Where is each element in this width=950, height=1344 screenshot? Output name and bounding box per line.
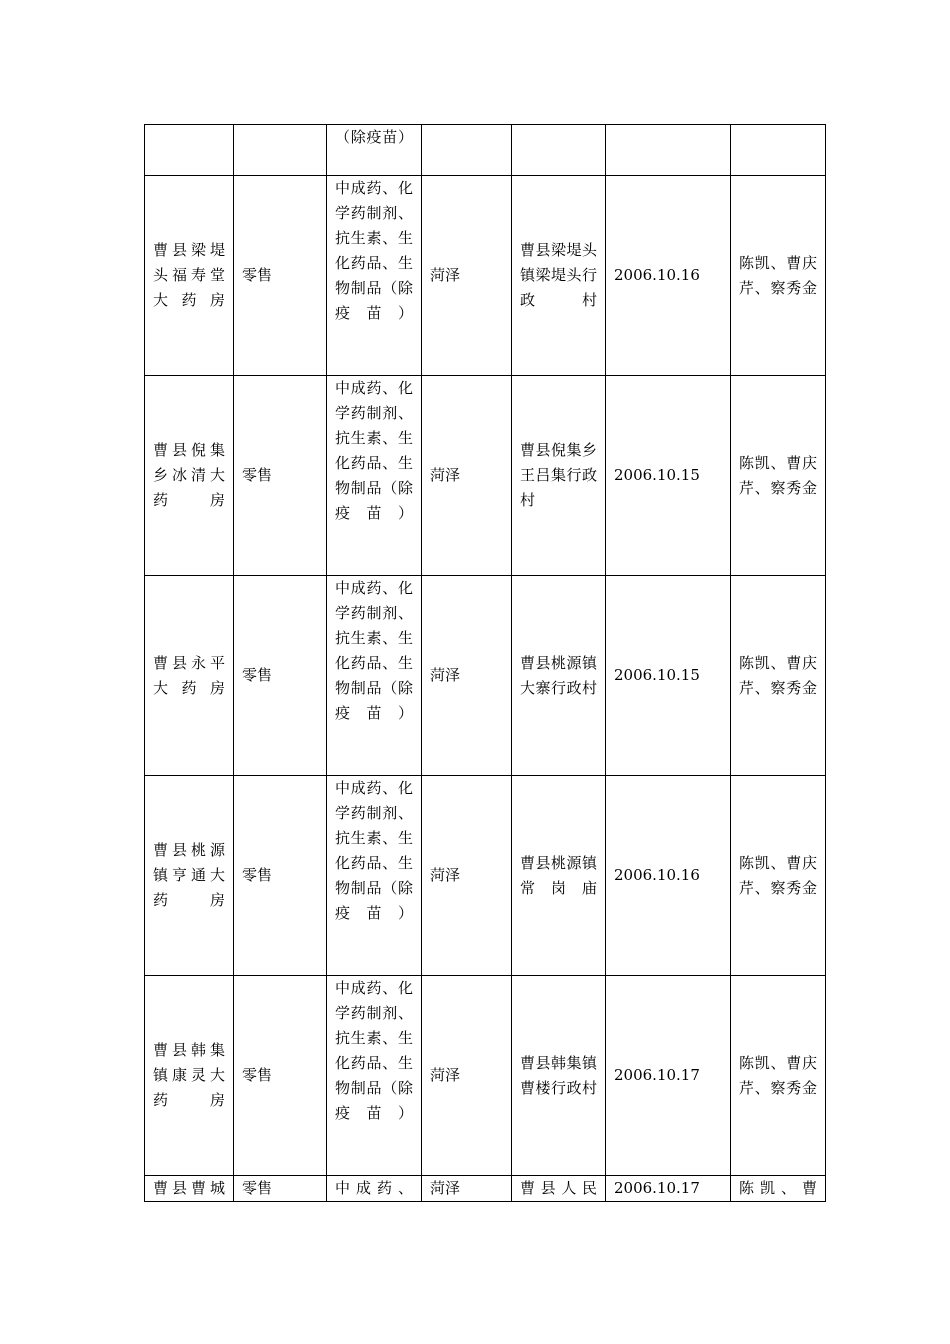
- cell-date: 2006.10.16: [606, 776, 731, 976]
- table-row: [145, 776, 826, 976]
- table-row-cut: [145, 1176, 826, 1202]
- table-row-continued: [145, 125, 826, 176]
- pharmacy-records-table: [144, 124, 826, 1202]
- cell-date: 2006.10.15: [606, 576, 731, 776]
- cell-scope: 中成药、: [327, 1176, 422, 1202]
- cell-inspectors: [731, 125, 826, 176]
- cell-type: 零售: [234, 1176, 327, 1202]
- cell-inspectors: 陈凯、曹庆芹、察秀金: [731, 576, 826, 776]
- cell-address: 曹县人民: [512, 1176, 606, 1202]
- cell-address: 曹县梁堤头镇梁堤头行政村: [512, 176, 606, 376]
- cell-name: 曹县桃源镇亨通大药房: [145, 776, 234, 976]
- cell-name: 曹县梁堤头福寿堂大药房: [145, 176, 234, 376]
- cell-address: 曹县桃源镇常岗庙: [512, 776, 606, 976]
- cell-type: 零售: [234, 976, 327, 1176]
- cell-type: 零售: [234, 576, 327, 776]
- cell-scope: 中成药、化学药制剂、抗生素、生化药品、生物制品（除疫苗）: [327, 776, 422, 976]
- table-row: [145, 576, 826, 776]
- cell-address: 曹县韩集镇曹楼行政村: [512, 976, 606, 1176]
- table-row: [145, 976, 826, 1176]
- cell-date: 2006.10.17: [606, 976, 731, 1176]
- cell-inspectors: 陈凯、曹庆芹、察秀金: [731, 776, 826, 976]
- cell-date: 2006.10.17: [606, 1176, 731, 1202]
- cell-name: 曹县韩集镇康灵大药房: [145, 976, 234, 1176]
- cell-type: 零售: [234, 776, 327, 976]
- table-row: [145, 176, 826, 376]
- cell-scope: 中成药、化学药制剂、抗生素、生化药品、生物制品（除疫苗）: [327, 176, 422, 376]
- cell-region: 菏泽: [422, 376, 512, 576]
- cell-scope: 中成药、化学药制剂、抗生素、生化药品、生物制品（除疫苗）: [327, 376, 422, 576]
- cell-region: [422, 125, 512, 176]
- cell-region: 菏泽: [422, 176, 512, 376]
- cell-date: 2006.10.16: [606, 176, 731, 376]
- table-row: [145, 376, 826, 576]
- cell-name: 曹县倪集乡冰清大药房: [145, 376, 234, 576]
- cell-region: 菏泽: [422, 776, 512, 976]
- cell-address: [512, 125, 606, 176]
- cell-type: 零售: [234, 376, 327, 576]
- cell-type: [234, 125, 327, 176]
- cell-date: 2006.10.15: [606, 376, 731, 576]
- cell-address: 曹县桃源镇大寨行政村: [512, 576, 606, 776]
- cell-address: 曹县倪集乡王吕集行政村: [512, 376, 606, 576]
- cell-region: 菏泽: [422, 976, 512, 1176]
- cell-date: [606, 125, 731, 176]
- cell-type: 零售: [234, 176, 327, 376]
- cell-inspectors: 陈凯、曹庆芹、察秀金: [731, 376, 826, 576]
- cell-inspectors: 陈凯、曹: [731, 1176, 826, 1202]
- cell-inspectors: 陈凯、曹庆芹、察秀金: [731, 976, 826, 1176]
- cell-name: [145, 125, 234, 176]
- cell-name: 曹县曹城: [145, 1176, 234, 1202]
- cell-scope: 中成药、化学药制剂、抗生素、生化药品、生物制品（除疫苗）: [327, 576, 422, 776]
- cell-scope: （除疫苗）: [327, 125, 422, 176]
- cell-name: 曹县永平大药房: [145, 576, 234, 776]
- cell-region: 菏泽: [422, 576, 512, 776]
- cell-inspectors: 陈凯、曹庆芹、察秀金: [731, 176, 826, 376]
- cell-region: 菏泽: [422, 1176, 512, 1202]
- cell-scope: 中成药、化学药制剂、抗生素、生化药品、生物制品（除疫苗）: [327, 976, 422, 1176]
